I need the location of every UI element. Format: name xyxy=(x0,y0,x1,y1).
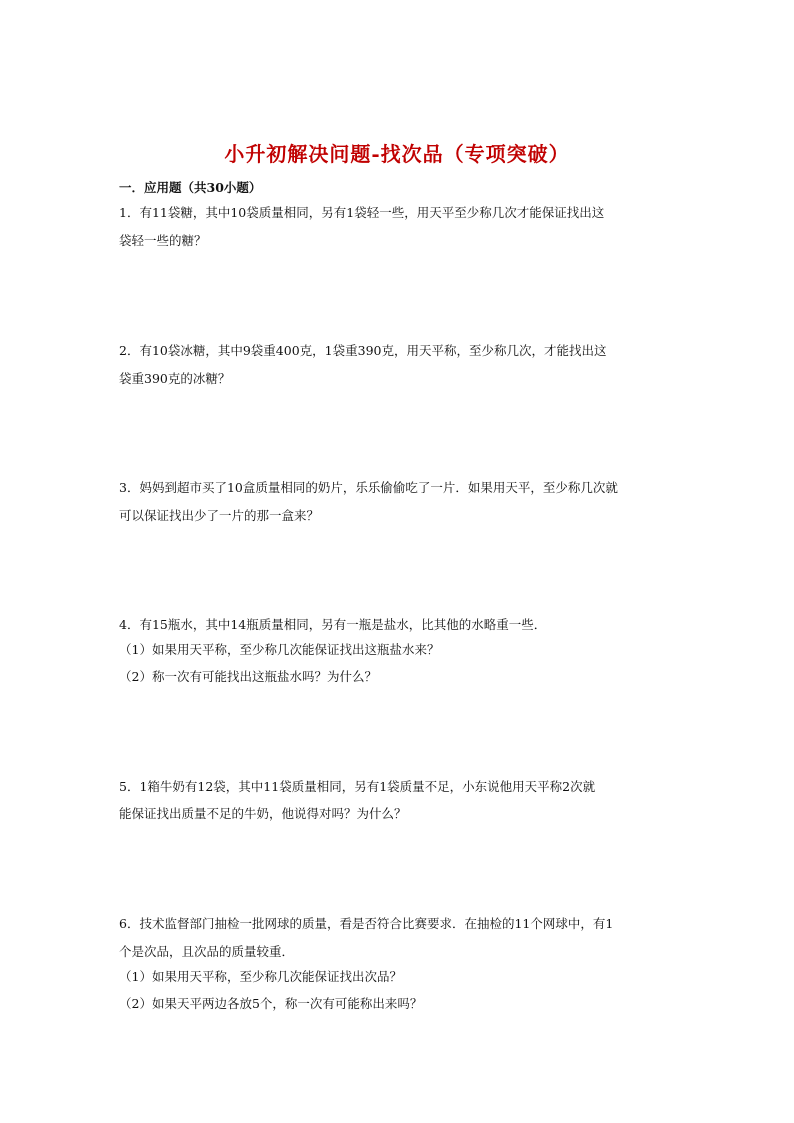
question-2-line-1: 2．有10袋冰糖，其中9袋重400克，1袋重390克，用天平称，至少称几次，才能找出这 xyxy=(119,343,607,358)
question-6-line-2: 个是次品，且次品的质量较重． xyxy=(119,944,295,959)
question-3-line-2: 可以保证找出少了一片的那一盒来？ xyxy=(119,508,320,523)
question-5-line-1: 5．1箱牛奶有12袋，其中11袋质量相同，另有1袋质量不足，小东说他用天平称2次就 xyxy=(119,779,596,794)
question-2-line-2: 袋重390克的冰糖？ xyxy=(119,371,231,386)
question-4-line-2: （1）如果用天平称，至少称几次能保证找出这瓶盐水来？ xyxy=(119,642,440,657)
question-3-line-1: 3．妈妈到超市买了10盒质量相同的奶片，乐乐偷偷吃了一片．如果用天平，至少称几次就 xyxy=(119,480,618,495)
question-6-line-3: （1）如果用天平称，至少称几次能保证找出次品？ xyxy=(119,969,402,984)
question-4-line-1: 4．有15瓶水，其中14瓶质量相同，另有一瓶是盐水，比其他的水略重一些． xyxy=(119,617,547,632)
question-1-line-1: 1．有11袋糖，其中10袋质量相同，另有1袋轻一些，用天平至少称几次才能保证找出这 xyxy=(119,205,605,220)
document-title: 小升初解决问题-找次品（专项突破） xyxy=(224,142,570,166)
question-6-line-1: 6．技术监督部门抽检一批网球的质量，看是否符合比赛要求．在抽检的11个网球中，有1 xyxy=(119,916,614,931)
question-5-line-2: 能保证找出质量不足的牛奶，他说得对吗？为什么？ xyxy=(119,806,407,821)
question-6-line-4: （2）如果天平两边各放5个，称一次有可能称出来吗？ xyxy=(119,996,423,1011)
question-1-line-2: 袋轻一些的糖？ xyxy=(119,233,207,248)
section-heading: 一．应用题（共30小题） xyxy=(119,180,262,195)
question-4-line-3: （2）称一次有可能找出这瓶盐水吗？为什么？ xyxy=(119,669,377,684)
